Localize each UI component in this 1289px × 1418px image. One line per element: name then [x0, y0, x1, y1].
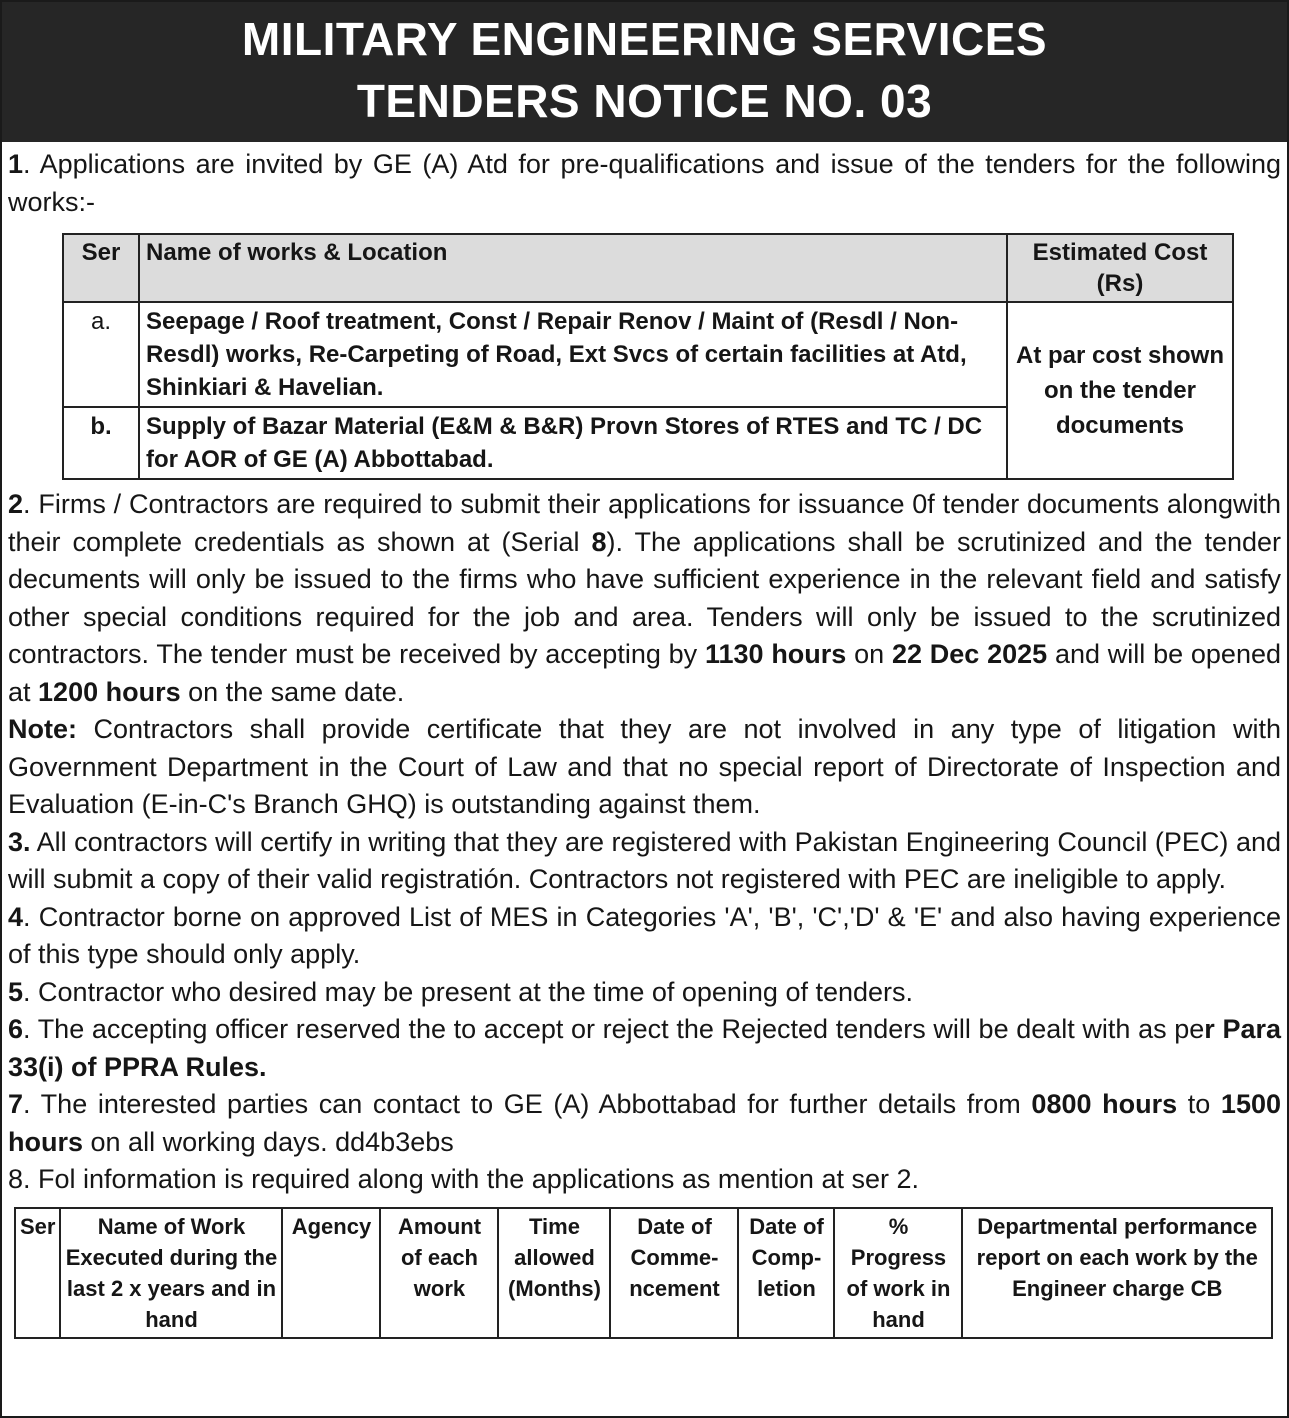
- row-ser: a.: [63, 302, 139, 407]
- paragraph-8: [8, 1161, 1281, 1199]
- col-commencement: Date of Comme-ncement: [610, 1208, 738, 1338]
- col-name: Name of works & Location: [139, 234, 1007, 302]
- hours-to: 1500 hours: [8, 1089, 1281, 1157]
- paragraph-1: [8, 146, 1281, 221]
- row-name: Seepage / Roof treatment, Const / Repair Renov / Maint of (Resdl / Non-Resdl) works, Re-Carpeting of Road, Ext Svcs of certain facilities at Atd, Shinkiari & Havelian.: [139, 302, 1007, 407]
- notice-header: [2, 2, 1287, 142]
- header-notice-number: TENDERS NOTICE NO. 03: [356, 75, 933, 127]
- para-number: 4: [8, 901, 24, 932]
- hours-from: 0800 hours: [1031, 1089, 1178, 1119]
- header-title: MILITARY ENGINEERING SERVICES: [241, 13, 1048, 65]
- para-text: on all working days. dd4b3ebs: [83, 1126, 454, 1157]
- row-ser: b.: [63, 407, 139, 479]
- paragraph-2: [8, 486, 1281, 711]
- paragraph-5: [8, 974, 1281, 1012]
- para-text: . Applications are invited by GE (A) Atd for pre-qualifications and issue of the tenders for the following works:-: [8, 149, 1281, 217]
- estimated-cost: At par cost shown on the tender documents: [1007, 302, 1233, 479]
- para-text: . The accepting officer reserved the to accept or reject the Rejected tenders will be dealt with as pe: [23, 1014, 1205, 1044]
- col-performance-report: Departmental performance report on each work by the Engineer charge CB: [962, 1208, 1272, 1338]
- para-number: 6: [8, 1014, 24, 1044]
- col-name-of-work: Name of Work Executed during the last 2 x years and in hand: [60, 1208, 282, 1338]
- col-progress: % Progress of work in hand: [834, 1208, 962, 1338]
- table-row: [63, 302, 1233, 407]
- para-number: 3.: [8, 826, 31, 857]
- para-text: . Firms / Contractors are required to submit their applications for issuance 0f tender documents alongwith their complete credentials as shown at (Serial: [8, 489, 1281, 557]
- paragraph-7: [8, 1086, 1281, 1161]
- note-paragraph: [8, 711, 1281, 824]
- ppra-rule: r Para 33(i) of PPRA Rules.: [8, 1014, 1281, 1082]
- notice-body: [2, 142, 1287, 1199]
- para-text: 8. Fol information is required along with the applications as mention at ser 2.: [8, 1164, 919, 1194]
- submission-time: 1130 hours: [704, 639, 847, 669]
- para-text: on: [846, 639, 892, 669]
- paragraph-6: [8, 1011, 1281, 1086]
- para-text: . Contractor borne on approved List of MES in Categories 'A', 'B', 'C','D' & 'E' and also having experience of this type should only apply.: [8, 901, 1281, 969]
- col-cost: Estimated Cost (Rs): [1007, 234, 1233, 302]
- para-text: All contractors will certify in writing that they are registered with Pakistan Engineering Council (PEC) and will submit a copy of their valid registratión. Contractors not registered with PEC are ineligible to apply.: [8, 826, 1281, 894]
- note-text: Contractors shall provide certificate that they are not involved in any type of litigation with Government Department in the Court of Law and that no special report of Directorate of Inspection and Evaluation (E-in-C's Branch GHQ) is outstanding against them.: [8, 714, 1281, 819]
- submission-date: 22 Dec 2025: [891, 639, 1048, 669]
- para-text: on the same date.: [180, 676, 405, 707]
- works-table-header: [63, 234, 1233, 302]
- col-completion: Date of Comp-letion: [738, 1208, 834, 1338]
- information-table-header: [15, 1208, 1272, 1338]
- para-number: 2: [8, 489, 24, 519]
- paragraph-4: [8, 899, 1281, 974]
- row-name: Supply of Bazar Material (E&M & B&R) Provn Stores of RTES and TC / DC for AOR of GE (A) Abbottabad.: [139, 407, 1007, 479]
- serial-ref: 8: [591, 526, 607, 557]
- col-amount: Amount of each work: [380, 1208, 498, 1338]
- para-text: . Contractor who desired may be present at the time of opening of tenders.: [23, 976, 914, 1007]
- col-time-allowed: Time allowed (Months): [498, 1208, 610, 1338]
- para-text: and will be opened at: [8, 639, 1281, 707]
- para-number: 7: [8, 1089, 24, 1119]
- para-number: 1: [8, 149, 24, 179]
- note-label: Note:: [8, 714, 77, 744]
- opening-time: 1200 hours: [38, 676, 181, 707]
- para-text: ). The applications shall be scrutinized and the tender decuments will only be issued to the firms who have sufficient experience in the relevant field and satisfy other special conditions required for the job and area. Tenders will only be issued to the scrutinized contractors. The tender must be received by accepting by: [8, 526, 1282, 669]
- para-number: 5: [8, 976, 24, 1007]
- col-ser: Ser: [63, 234, 139, 302]
- col-ser: Ser: [15, 1208, 60, 1338]
- paragraph-3: [8, 824, 1281, 899]
- para-text: . The interested parties can contact to GE (A) Abbottabad for further details from: [23, 1089, 1032, 1119]
- para-text: to: [1177, 1089, 1221, 1119]
- works-table: [62, 233, 1234, 480]
- col-agency: Agency: [282, 1208, 380, 1338]
- information-table: [14, 1207, 1273, 1339]
